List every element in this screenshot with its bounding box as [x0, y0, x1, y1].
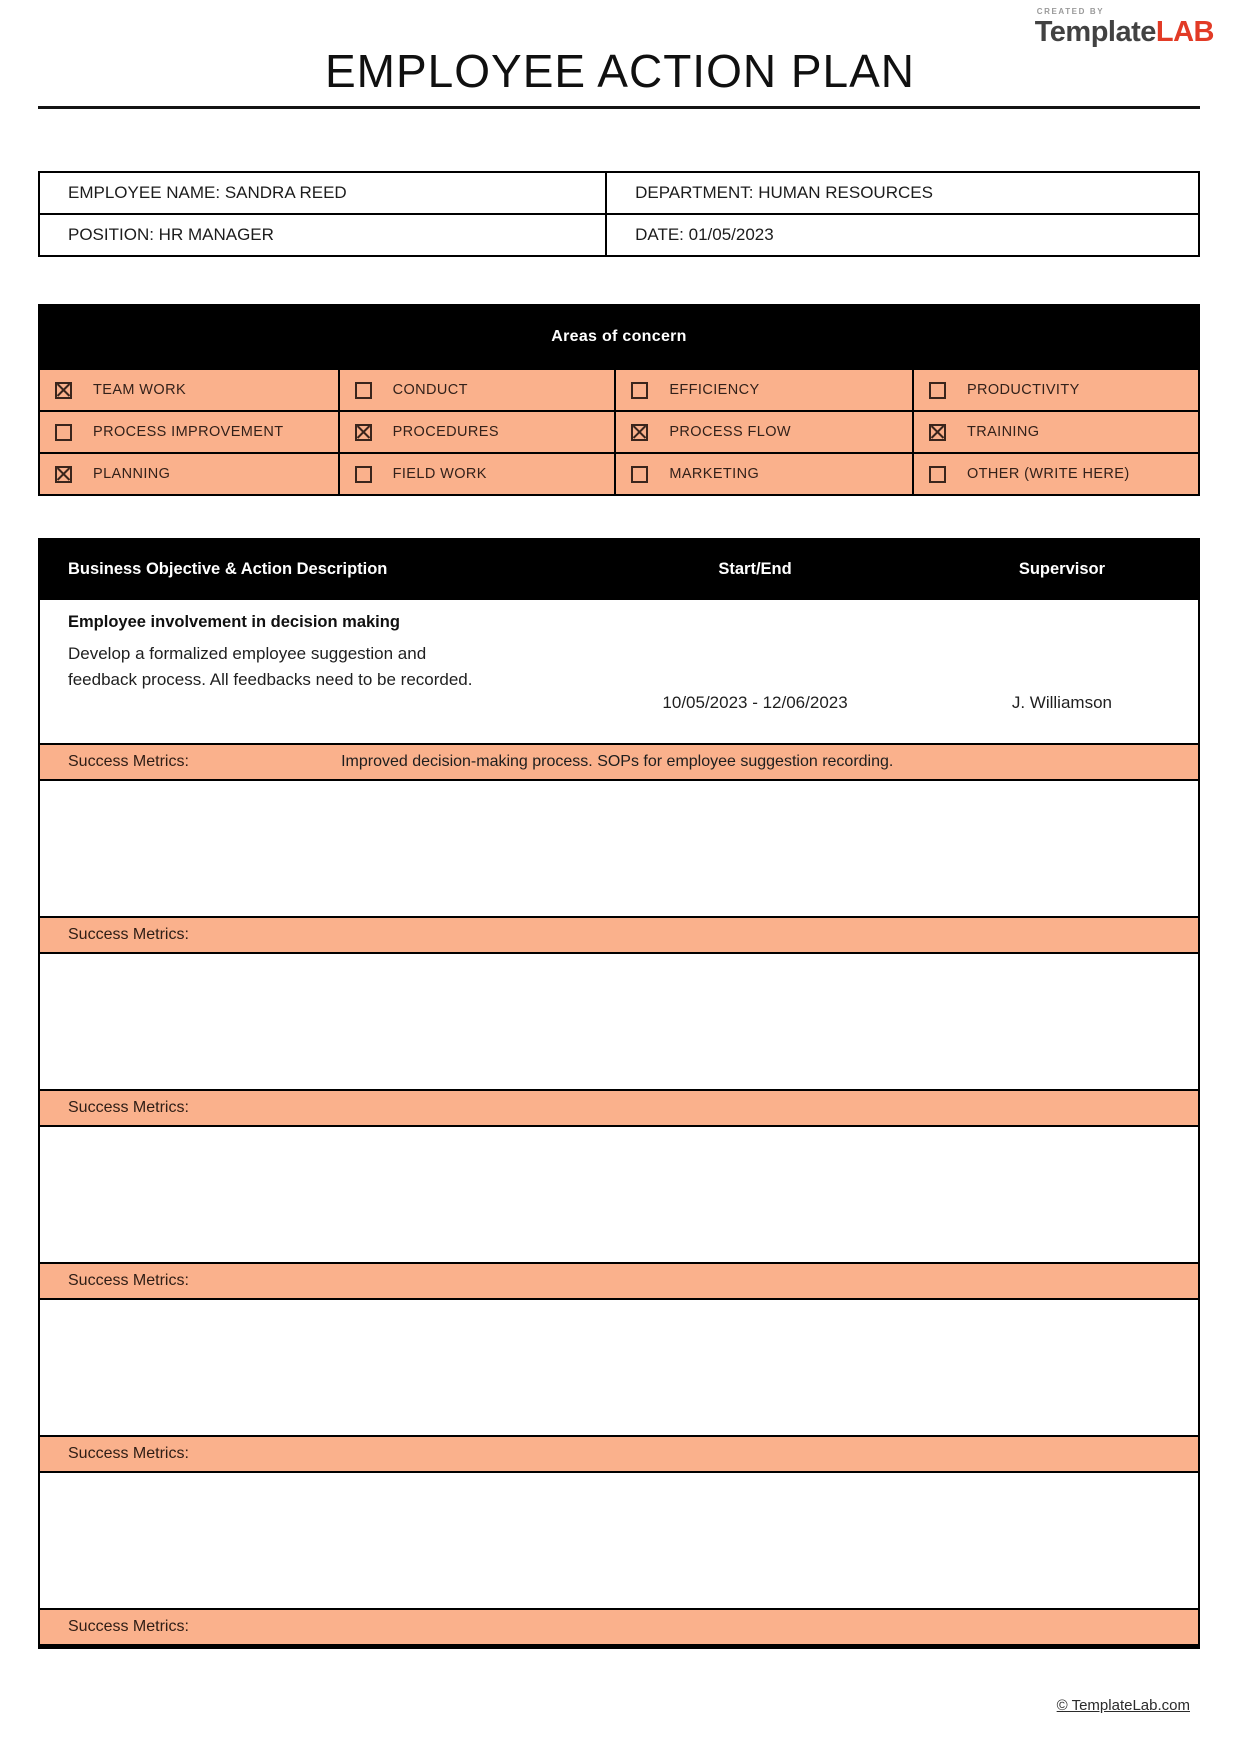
checkbox-icon[interactable] — [929, 424, 946, 441]
header-objective: Business Objective & Action Description — [68, 559, 388, 578]
success-metrics-bar-6 — [40, 1608, 1198, 1644]
objective-cell[interactable] — [40, 600, 584, 743]
success-metrics-value[interactable]: Improved decision-making process. SOPs for employee suggestion recording. — [341, 753, 894, 771]
success-metrics-label: Success Metrics: — [68, 1618, 189, 1636]
concern-option-process-flow[interactable] — [614, 410, 912, 452]
checkbox-icon[interactable] — [355, 382, 372, 399]
info-row-2 — [40, 213, 1198, 255]
concern-label: TEAM WORK — [93, 382, 187, 399]
success-metrics-bar-4 — [40, 1262, 1198, 1300]
logo-lab-text: LAB — [1155, 16, 1214, 48]
concern-option-procedures[interactable] — [338, 410, 615, 452]
action-row-4-empty[interactable] — [40, 1127, 1198, 1262]
checkbox-icon[interactable] — [55, 382, 72, 399]
checkbox-icon[interactable] — [631, 466, 648, 483]
checkbox-icon[interactable] — [55, 424, 72, 441]
success-metrics-label: Success Metrics: — [68, 926, 189, 944]
concern-option-productivity[interactable] — [912, 368, 1198, 410]
areas-of-concern-header: Areas of concern — [40, 306, 1198, 368]
concern-label: PLANNING — [93, 466, 171, 483]
objective-description-line: feedback process. All feedbacks need to be recorded. — [68, 670, 473, 690]
success-metrics-bar-5 — [40, 1435, 1198, 1473]
page-title: EMPLOYEE ACTION PLAN — [324, 45, 916, 97]
success-metrics-label: Success Metrics: — [68, 1445, 189, 1463]
concern-label: PRODUCTIVITY — [966, 382, 1080, 399]
concern-option-training[interactable] — [912, 410, 1198, 452]
concern-label: PROCESS IMPROVEMENT — [93, 424, 284, 441]
checkbox-icon[interactable] — [929, 466, 946, 483]
concern-label: EFFICIENCY — [669, 382, 760, 399]
checkbox-icon[interactable] — [631, 424, 648, 441]
action-row-2-empty[interactable] — [40, 781, 1198, 916]
concern-label: CONDUCT — [392, 382, 468, 399]
header-supervisor: Supervisor — [1018, 559, 1106, 578]
checkbox-icon[interactable] — [355, 466, 372, 483]
areas-of-concern-table — [38, 304, 1200, 496]
concern-option-process-improvement[interactable] — [40, 410, 338, 452]
success-metrics-label: Success Metrics: — [68, 753, 189, 771]
success-metrics-label: Success Metrics: — [68, 1272, 189, 1290]
action-row-1 — [40, 600, 1198, 743]
date-field[interactable]: DATE: 01/05/2023 — [605, 215, 1198, 255]
concern-label: TRAINING — [966, 424, 1040, 441]
objective-description-line: Develop a formalized employee suggestion and — [68, 644, 427, 664]
success-metrics-bar-2 — [40, 916, 1198, 954]
checkbox-icon[interactable] — [929, 382, 946, 399]
concern-label: MARKETING — [669, 466, 760, 483]
logo-created-by-text: CREATED BY — [1036, 7, 1105, 16]
checkbox-icon[interactable] — [631, 382, 648, 399]
concern-option-field-work[interactable] — [338, 452, 615, 494]
concern-label: FIELD WORK — [392, 466, 487, 483]
footer-copyright-link[interactable]: © TemplateLab.com — [1056, 1697, 1190, 1714]
logo-template-text: Template — [1034, 16, 1156, 48]
success-metrics-label: Success Metrics: — [68, 1099, 189, 1117]
areas-of-concern-grid — [40, 368, 1198, 494]
start-end-cell[interactable]: 10/05/2023 - 12/06/2023 — [662, 693, 848, 713]
concern-label: PROCESS FLOW — [669, 424, 791, 441]
concern-option-efficiency[interactable] — [614, 368, 912, 410]
header-start-end: Start/End — [718, 559, 792, 578]
logo-brand-text — [1035, 18, 1214, 47]
action-plan-table — [38, 538, 1200, 1649]
supervisor-cell[interactable]: J. Williamson — [1011, 693, 1112, 713]
concern-option-planning[interactable] — [40, 452, 338, 494]
checkbox-icon[interactable] — [55, 466, 72, 483]
action-row-6-empty[interactable] — [40, 1473, 1198, 1608]
concern-label: PROCEDURES — [392, 424, 499, 441]
objective-title: Employee involvement in decision making — [68, 613, 400, 632]
title-divider — [38, 106, 1200, 109]
info-row-1 — [40, 173, 1198, 213]
objective-description — [68, 641, 584, 693]
position-field[interactable]: POSITION: HR MANAGER — [68, 225, 274, 245]
checkbox-icon[interactable] — [355, 424, 372, 441]
concern-option-marketing[interactable] — [614, 452, 912, 494]
department-field[interactable]: DEPARTMENT: HUMAN RESOURCES — [605, 173, 1198, 213]
action-row-5-empty[interactable] — [40, 1300, 1198, 1435]
success-metrics-bar-3 — [40, 1089, 1198, 1127]
concern-option-other[interactable] — [912, 452, 1198, 494]
employee-info-table — [38, 171, 1200, 257]
action-plan-header — [40, 538, 1198, 600]
templatelab-logo — [1035, 8, 1214, 47]
action-row-3-empty[interactable] — [40, 954, 1198, 1089]
concern-option-team-work[interactable] — [40, 368, 338, 410]
concern-label: OTHER (WRITE HERE) — [966, 466, 1130, 483]
success-metrics-bar-1 — [40, 743, 1198, 781]
employee-name-field[interactable]: EMPLOYEE NAME: SANDRA REED — [68, 183, 347, 203]
concern-option-conduct[interactable] — [338, 368, 615, 410]
